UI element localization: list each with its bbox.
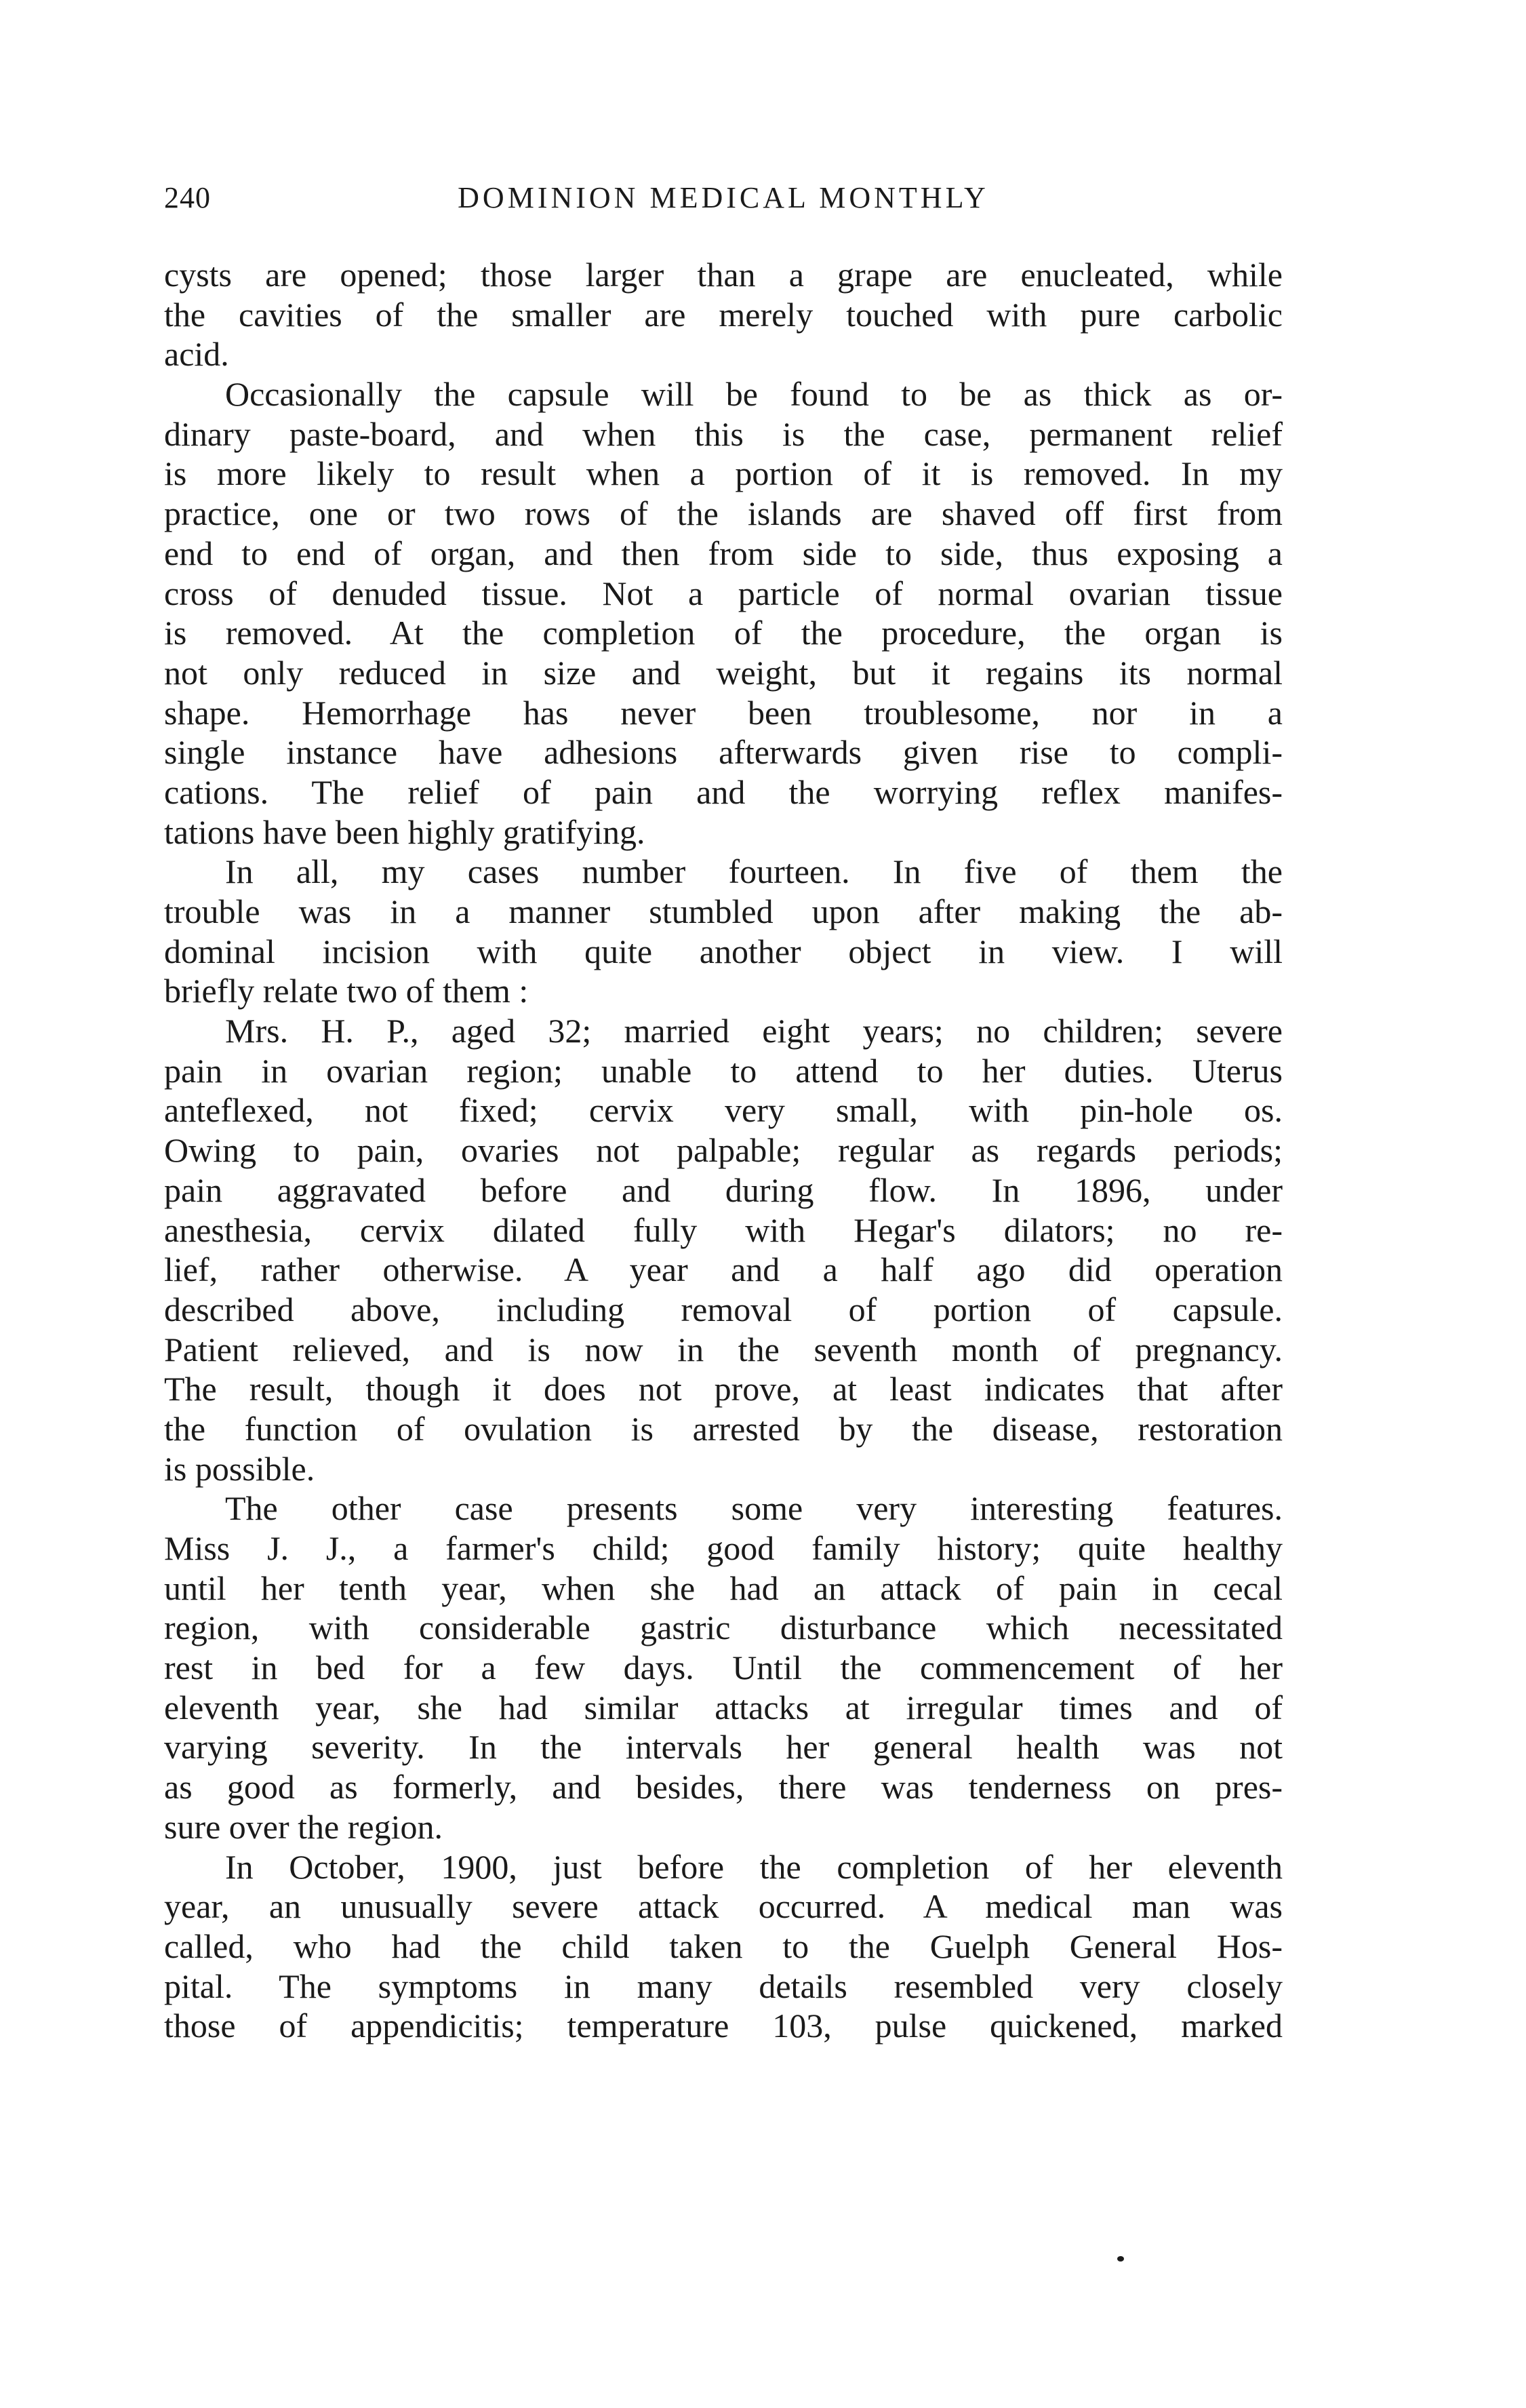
text-line: The other case presents some very interesting features. — [225, 1489, 1283, 1528]
text-line: those of appendicitis; temperature 103, pulse quickened, marked — [164, 2007, 1283, 2045]
text-line: anteflexed, not fixed; cervix very small, with pin-hole os. — [164, 1091, 1283, 1130]
text-line: Mrs. H. P., aged 32; married eight years; no children; severe — [225, 1012, 1283, 1050]
text-line: sure over the region. — [164, 1807, 443, 1846]
text-line: eleventh year, she had similar attacks at irregular times and of — [164, 1688, 1283, 1726]
text-line: end to end of organ, and then from side to side, thus exposing a — [164, 534, 1283, 572]
text-line: as good as formerly, and besides, there was tenderness on pres- — [164, 1768, 1283, 1807]
text-line: pain in ovarian region; unable to attend to her duties. Uterus — [164, 1051, 1283, 1090]
text-line: the cavities of the smaller are merely touched with pure carbolic — [164, 295, 1283, 334]
text-line: is possible. — [164, 1449, 315, 1488]
text-line: trouble was in a manner stumbled upon after making the ab- — [164, 892, 1283, 930]
text-line: year, an unusually severe attack occurred. A medical man was — [164, 1887, 1283, 1926]
text-line: pital. The symptoms in many details resembled very closely — [164, 1967, 1283, 2005]
text-line: dominal incision with quite another object in view. I will — [164, 932, 1283, 970]
text-line: shape. Hemorrhage has never been troublesome, nor in a — [164, 693, 1283, 732]
text-line: anesthesia, cervix dilated fully with Hegar's dilators; no re- — [164, 1210, 1283, 1249]
text-line: lief, rather otherwise. A year and a half ago did operation — [164, 1250, 1283, 1289]
text-line: briefly relate two of them : — [164, 972, 529, 1010]
text-line: the function of ovulation is arrested by the disease, restoration — [164, 1409, 1283, 1448]
text-line: tations have been highly gratifying. — [164, 812, 645, 851]
text-line: is more likely to result when a portion of it is removed. In my — [164, 454, 1283, 493]
text-line: cysts are opened; those larger than a grape are enucleated, while — [164, 256, 1283, 294]
text-line: dinary paste-board, and when this is the case, permanent relief — [164, 414, 1283, 453]
text-line: Patient relieved, and is now in the seventh month of pregnancy. — [164, 1330, 1283, 1368]
text-line: cross of denuded tissue. Not a particle of normal ovarian tissue — [164, 574, 1283, 612]
body-text — [164, 255, 1283, 2046]
page-number: 240 — [164, 181, 211, 214]
text-line: acid. — [164, 335, 229, 374]
text-line: varying severity. In the intervals her general health was not — [164, 1728, 1283, 1766]
text-line: The result, though it does not prove, at least indicates that after — [164, 1370, 1283, 1408]
text-line: until her tenth year, when she had an attack of pain in cecal — [164, 1568, 1283, 1607]
text-line: is removed. At the completion of the procedure, the organ is — [164, 614, 1283, 652]
text-line: pain aggravated before and during flow. In 1896, under — [164, 1170, 1283, 1209]
text-line: Occasionally the capsule will be found to be as thick as or- — [225, 375, 1283, 414]
text-line: In October, 1900, just before the completion of her eleventh — [225, 1847, 1283, 1886]
text-line: called, who had the child taken to the Guelph General Hos- — [164, 1927, 1283, 1965]
journal-title: DOMINION MEDICAL MONTHLY — [458, 181, 989, 214]
text-line: Miss J. J., a farmer's child; good family history; quite healthy — [164, 1529, 1283, 1567]
text-line: region, with considerable gastric disturbance which necessitated — [164, 1608, 1283, 1647]
ink-mark — [1117, 2256, 1124, 2262]
text-line: single instance have adhesions afterwards given rise to compli- — [164, 733, 1283, 772]
text-line: Owing to pain, ovaries not palpable; regular as regards periods; — [164, 1131, 1283, 1170]
text-line: described above, including removal of portion of capsule. — [164, 1290, 1283, 1328]
running-head — [164, 178, 1283, 225]
text-line: rest in bed for a few days. Until the commencement of her — [164, 1649, 1283, 1687]
text-line: not only reduced in size and weight, but it regains its normal — [164, 653, 1283, 692]
text-line: practice, one or two rows of the islands are shaved off first from — [164, 494, 1283, 533]
text-line: cations. The relief of pain and the worrying reflex manifes- — [164, 772, 1283, 811]
text-line: In all, my cases number fourteen. In five of them the — [225, 852, 1283, 891]
